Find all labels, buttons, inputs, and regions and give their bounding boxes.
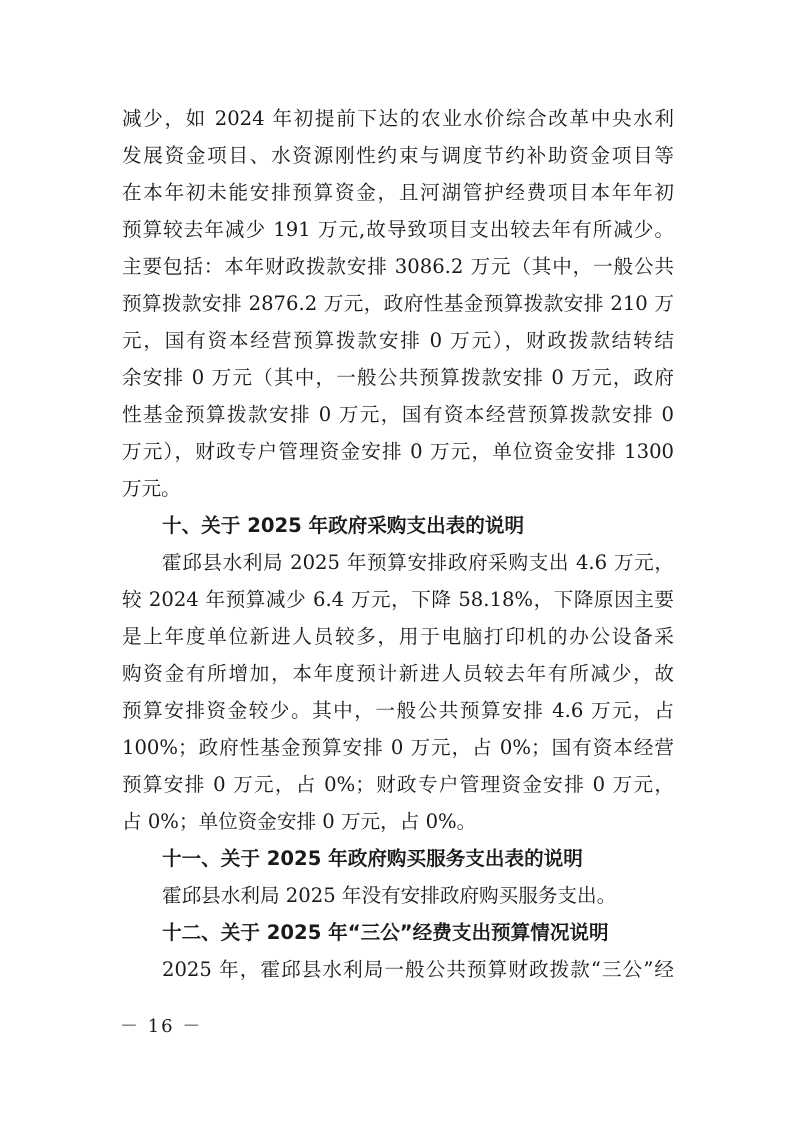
text-line: 霍邱县水利局 2025 年没有安排政府购买服务支出。	[162, 884, 617, 907]
text-line: 占 0%；单位资金安排 0 万元，占 0%。	[122, 810, 477, 833]
text-line: 100%；政府性基金预算安排 0 万元，占 0%；国有资本经营	[122, 736, 674, 759]
text-line: 预算拨款安排 2876.2 万元，政府性基金预算拨款安排 210 万	[122, 292, 674, 315]
text-line: 万元），财政专户管理资金安排 0 万元，单位资金安排 1300	[122, 440, 674, 463]
text-line: 减少，如 2024 年初提前下达的农业水价综合改革中央水利	[122, 107, 674, 130]
text-line: 发展资金项目、水资源刚性约束与调度节约补助资金项目等	[122, 144, 674, 167]
text-line: 是上年度单位新进人员较多，用于电脑打印机的办公设备采	[122, 625, 674, 648]
text-line: 较 2024 年预算减少 6.4 万元，下降 58.18%，下降原因主要	[122, 588, 674, 611]
text-line: 预算较去年减少 191 万元,故导致项目支出较去年有所减少。	[122, 218, 674, 241]
text-line: 霍邱县水利局 2025 年预算安排政府采购支出 4.6 万元，	[162, 551, 674, 574]
page-number: － 16 －	[120, 1016, 203, 1037]
text-line: 万元。	[122, 477, 181, 500]
text-line: 预算安排资金较少。其中，一般公共预算安排 4.6 万元，占	[122, 699, 674, 722]
text-line: 预算安排 0 万元，占 0%；财政专户管理资金安排 0 万元，	[122, 773, 674, 796]
text-line: 元，国有资本经营预算拨款安排 0 万元），财政拨款结转结	[122, 329, 674, 352]
section-heading: 十、关于 2025 年政府采购支出表的说明	[162, 514, 525, 537]
section-heading: 十二、关于 2025 年“三公”经费支出预算情况说明	[162, 921, 609, 944]
section-heading: 十一、关于 2025 年政府购买服务支出表的说明	[162, 847, 583, 870]
text-line: 性基金预算拨款安排 0 万元，国有资本经营预算拨款安排 0	[122, 403, 674, 426]
text-line: 余安排 0 万元（其中，一般公共预算拨款安排 0 万元，政府	[122, 366, 674, 389]
text-line: 2025 年，霍邱县水利局一般公共预算财政拨款“三公”经	[162, 958, 674, 981]
text-line: 购资金有所增加，本年度预计新进人员较去年有所减少，故	[122, 662, 674, 685]
text-line: 主要包括：本年财政拨款安排 3086.2 万元（其中，一般公共	[122, 255, 674, 278]
text-line: 在本年初未能安排预算资金，且河湖管护经费项目本年年初	[122, 181, 674, 204]
